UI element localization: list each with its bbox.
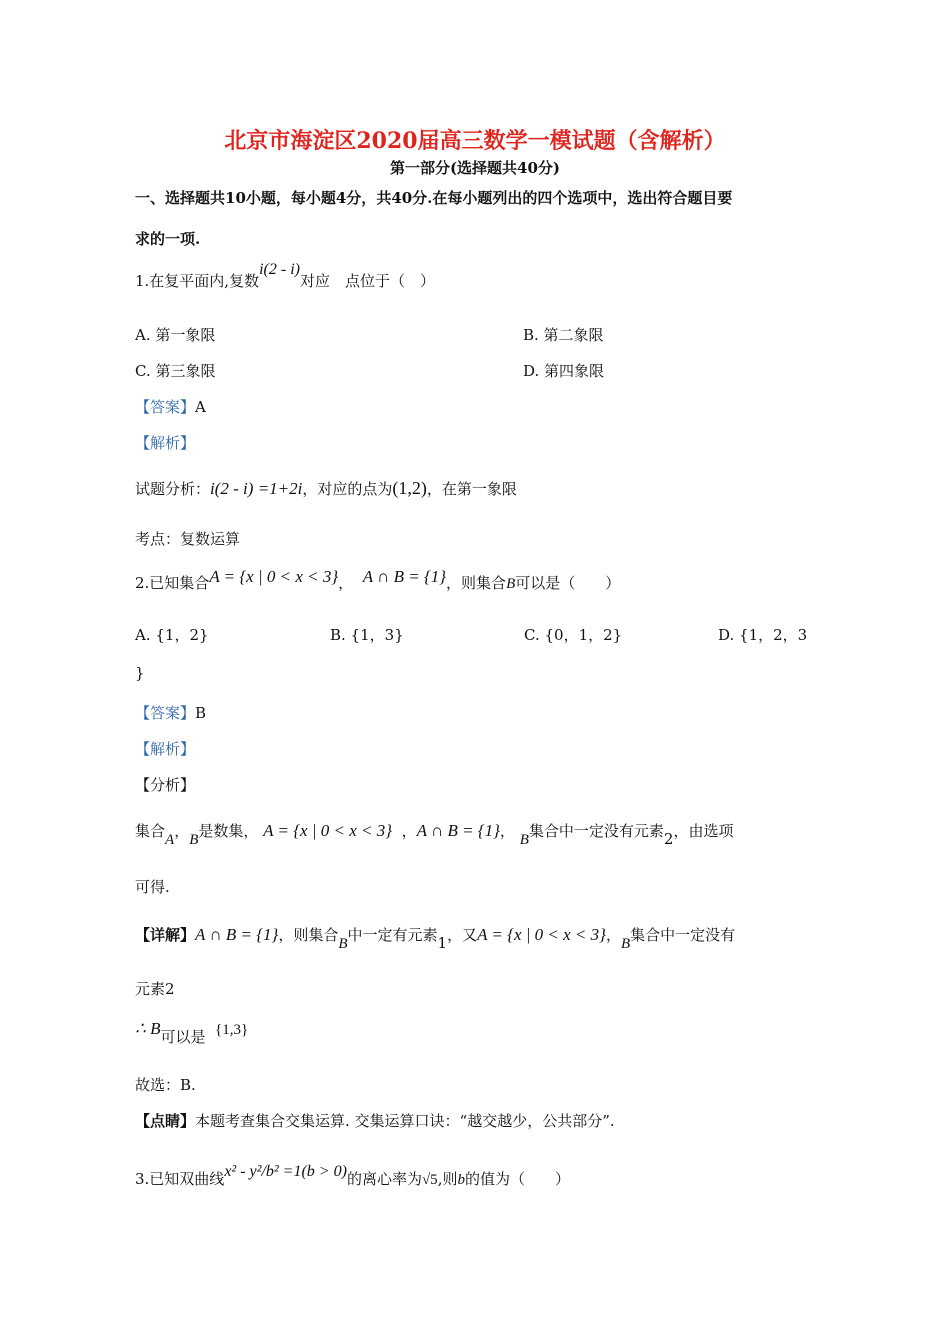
q2-fx-text-d: ， bbox=[401, 822, 417, 840]
q2-fx-text-b: ， bbox=[174, 822, 190, 840]
section-heading-line1: 一、选择题共10小题，每小题4分，共40分.在每小题列出的四个选项中，选出符合题目要 bbox=[135, 189, 733, 207]
q1-answer-value: A bbox=[195, 398, 206, 416]
question-2-stem bbox=[135, 567, 621, 593]
question-3-text-b: 的离心率为 bbox=[346, 1170, 422, 1188]
q2-option-d-end: } bbox=[135, 664, 145, 682]
question-2-intersection: A ∩ B = {1} bbox=[362, 567, 447, 586]
q2-option-c: C. {0，1，2} bbox=[524, 626, 623, 644]
q1-explain-math2: (1,2) bbox=[392, 478, 427, 498]
q2-therefore-text: 可以是 bbox=[160, 1028, 206, 1046]
question-2-set-a: A = {x | 0 < x < 3} bbox=[209, 567, 339, 586]
q1-kaodian: 考点：复数运算 bbox=[135, 530, 241, 548]
q1-answer bbox=[135, 396, 206, 417]
q2-dt-text-b: 中一定有元素 bbox=[347, 926, 438, 944]
q2-fenxi-tag: 【分析】 bbox=[135, 776, 196, 794]
q2-detail-line2: 元素2 bbox=[135, 980, 175, 998]
document-title: 北京市海淀区2020届高三数学一模试题（含解析） bbox=[224, 128, 726, 154]
q2-dt-intersection: A ∩ B = {1} bbox=[195, 925, 279, 944]
q2-dt-set: A = {x | 0 < x < 3} bbox=[477, 925, 606, 944]
dianjing-tag: 【点睛】 bbox=[135, 1112, 196, 1130]
q2-therefore-line bbox=[135, 1018, 249, 1046]
question-2-text-b: ，则集合 bbox=[446, 574, 507, 592]
q1-option-a: A. 第一象限 bbox=[135, 326, 216, 344]
q2-fx-set: A = {x | 0 < x < 3} bbox=[263, 821, 393, 840]
q1-explain-text-c: ，在第一象限 bbox=[426, 480, 517, 498]
answer-tag: 【答案】 bbox=[135, 398, 196, 416]
question-3-eccentricity: √5 bbox=[421, 1172, 438, 1188]
question-3-text-c: ,则 bbox=[437, 1170, 458, 1188]
question-1-math: i(2 - i) bbox=[259, 261, 300, 278]
q1-explain-label: 试题分析： bbox=[135, 480, 211, 498]
q2-fx-var-b2: B bbox=[519, 832, 529, 848]
q2-analysis-tag: 【解析】 bbox=[135, 740, 196, 758]
q2-dt-text-a: ，则集合 bbox=[278, 926, 339, 944]
q2-fx-text-e: ， bbox=[499, 822, 515, 840]
question-3-text-d: 的值为（ ） bbox=[464, 1170, 570, 1188]
q2-option-a: A. {1，2} bbox=[135, 626, 209, 644]
detail-tag: 【详解】 bbox=[135, 926, 196, 944]
q2-dt-text-d: ， bbox=[605, 926, 621, 944]
question-3-equation: x² - y²/b² =1(b > 0) bbox=[224, 1163, 347, 1180]
q2-detail-line1 bbox=[135, 924, 736, 952]
question-1-text-a: 1.在复平面内,复数 bbox=[135, 272, 260, 290]
q2-dt-text-c: ，又 bbox=[447, 926, 478, 944]
q1-explain-math1: i(2 - i) =1+2i bbox=[210, 479, 303, 498]
question-1-text-b: 对应 点位于（ ） bbox=[299, 272, 435, 290]
q1-analysis-tag: 【解析】 bbox=[135, 434, 196, 452]
q2-choose: 故选：B. bbox=[135, 1076, 196, 1094]
q2-dianjing bbox=[135, 1110, 615, 1131]
question-3-stem bbox=[135, 1160, 570, 1188]
q1-option-c: C. 第三象限 bbox=[135, 362, 216, 380]
question-2-text-a: 2.已知集合 bbox=[135, 574, 210, 592]
q2-answer bbox=[135, 702, 206, 723]
q2-dt-text-e: 集合中一定没有 bbox=[630, 926, 736, 944]
q2-fx-text-c: 是数集， bbox=[198, 822, 259, 840]
q2-fenxi-line1 bbox=[135, 820, 734, 848]
question-1-stem bbox=[135, 261, 435, 291]
q2-therefore-math: ∴ B bbox=[135, 1019, 161, 1038]
q2-option-d: D. {1，2，3 bbox=[718, 626, 808, 644]
q1-option-b: B. 第二象限 bbox=[523, 326, 604, 344]
question-3-text-a: 3.已知双曲线 bbox=[135, 1170, 225, 1188]
q2-fx-var-b: B bbox=[189, 832, 199, 848]
q1-explain-text-b: ，对应的点为 bbox=[302, 480, 393, 498]
q2-dt-one: 1 bbox=[437, 934, 448, 952]
q2-fx-text-f: 集合中一定没有元素 bbox=[528, 822, 664, 840]
q2-fx-var-a: A bbox=[165, 832, 175, 848]
q2-fx-text-a: 集合 bbox=[135, 822, 166, 840]
q2-dt-var-b: B bbox=[338, 936, 348, 952]
question-2-comma: ， bbox=[338, 574, 354, 592]
q2-fx-two: 2 bbox=[663, 830, 674, 848]
q2-option-b: B. {1，3} bbox=[330, 626, 404, 644]
answer-tag: 【答案】 bbox=[135, 704, 196, 722]
q2-dianjing-text: 本题考查集合交集运算. 交集运算口诀：“越交越少，公共部分”. bbox=[195, 1112, 615, 1130]
q2-fx-text-g: ，由选项 bbox=[673, 822, 734, 840]
q2-answer-value: B bbox=[195, 704, 207, 722]
question-2-text-c: 可以是（ ） bbox=[515, 574, 621, 592]
part-subtitle: 第一部分(选择题共40分) bbox=[389, 159, 561, 177]
q2-dt-var-b2: B bbox=[620, 936, 631, 952]
question-2-b-var: B bbox=[506, 576, 516, 592]
q1-explanation bbox=[135, 478, 517, 499]
question-3-b-var: b bbox=[457, 1172, 465, 1188]
q2-therefore-set: {1,3} bbox=[215, 1022, 249, 1038]
section-heading-line2: 求的一项. bbox=[135, 230, 201, 248]
q2-fx-intersection: A ∩ B = {1} bbox=[416, 821, 500, 840]
q2-fenxi-line2: 可得. bbox=[135, 878, 170, 896]
q1-option-d: D. 第四象限 bbox=[523, 362, 605, 380]
